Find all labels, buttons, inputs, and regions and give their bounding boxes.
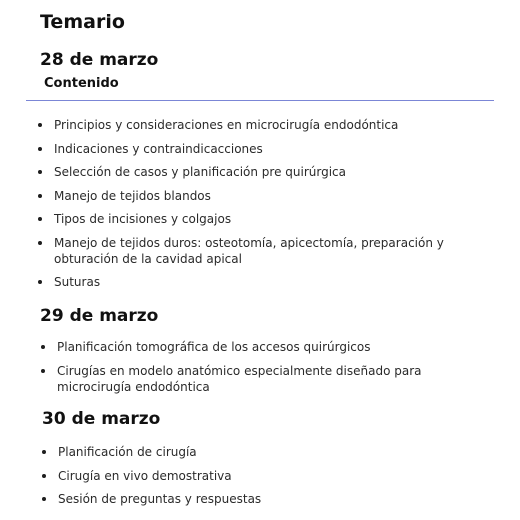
list-item: Selección de casos y planificación pre quirúrgica [37, 164, 497, 180]
list-item: Cirugía en vivo demostrativa [41, 468, 491, 484]
list-item: Suturas [37, 274, 497, 290]
list-item: Planificación de cirugía [41, 444, 491, 460]
section-date-30-march: 30 de marzo [42, 409, 161, 429]
topic-list-29-march [40, 339, 490, 403]
list-item: Indicaciones y contraindicacciones [37, 141, 497, 157]
topic-list-28-march [37, 117, 497, 298]
list-item: Tipos de incisiones y colgajos [37, 211, 497, 227]
list-item: Principios y consideraciones en microcirugía endodóntica [37, 117, 497, 133]
list-item: Sesión de preguntas y respuestas [41, 491, 491, 507]
section-date-28-march: 28 de marzo [40, 50, 159, 70]
list-item: Manejo de tejidos blandos [37, 188, 497, 204]
list-item: Planificación tomográfica de los accesos quirúrgicos [40, 339, 490, 355]
topic-list-30-march [41, 444, 491, 515]
list-item: Cirugías en modelo anatómico especialmente diseñado para microcirugía endodóntica [40, 363, 490, 395]
page-title: Temario [40, 11, 125, 33]
section-subheading-contenido: Contenido [44, 76, 119, 91]
list-item: Manejo de tejidos duros: osteotomía, apicectomía, preparación y obturación de la cavidad apical [37, 235, 497, 267]
divider-line [26, 100, 494, 101]
section-date-29-march: 29 de marzo [40, 306, 159, 326]
